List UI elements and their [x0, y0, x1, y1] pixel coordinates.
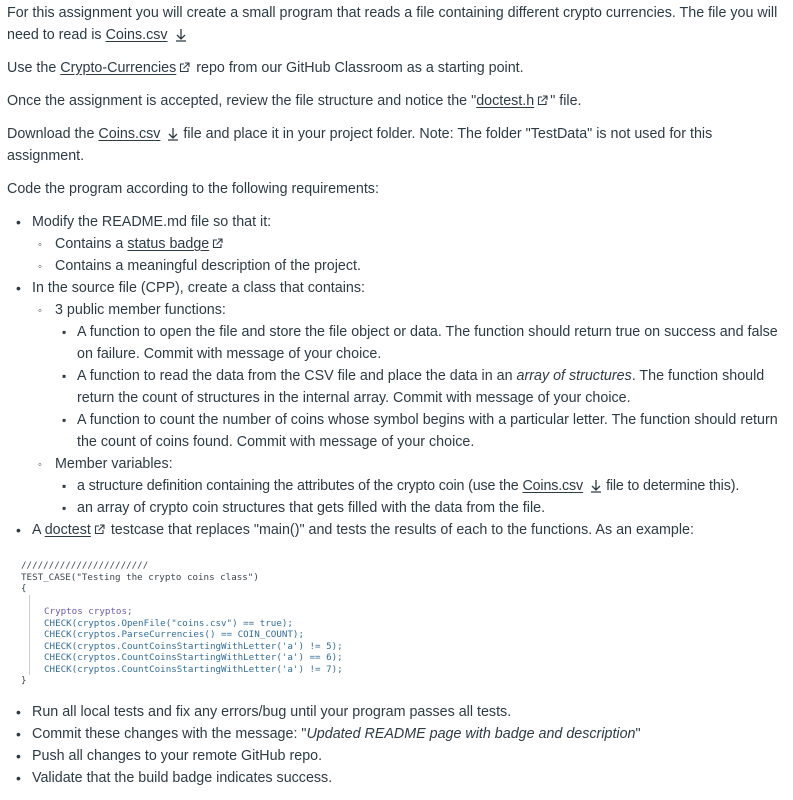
bullet-circle: ◦ [38, 261, 42, 273]
crypto-currencies-link[interactable]: Crypto-Currencies [60, 60, 177, 76]
external-link-icon[interactable] [94, 524, 105, 535]
list-item-validate: • Validate that the build badge indicates success. [7, 767, 785, 789]
intro-paragraph-1: For this assignment you will create a small program that reads a file containing different crypto currencies. The file you will need to read is Coins.csv [7, 5, 778, 43]
code-line: CHECK(cryptos.CountCoinsStartingWithLetter('a') != 5); [44, 640, 343, 652]
bullet-square: ▪ [62, 479, 67, 493]
code-line: CHECK(cryptos.OpenFile("coins.csv") == true); [44, 617, 293, 629]
list-item-description: ◦ Contains a meaningful description of the project. [32, 255, 785, 277]
intro-paragraph-4: Download the Coins.csv file and place it in your project folder. Note: The folder "TestData" is not used for this assignment. [7, 126, 713, 164]
code-line: Cryptos cryptos; [44, 606, 133, 617]
list-item-readme: • Modify the README.md file so that it: ◦ Contains a status badge ◦ Contains a meaningful description of the project. [7, 211, 785, 277]
code-close-brace: } [21, 675, 27, 686]
doctest-link[interactable]: doctest [44, 522, 91, 538]
bullet-disc: • [16, 522, 21, 538]
code-test-case: TEST_CASE("Testing the crypto coins class") [21, 571, 259, 583]
code-line: CHECK(cryptos.ParseCurrencies() == COIN_COUNT); [44, 629, 304, 640]
final-steps-list [7, 701, 785, 789]
download-icon[interactable] [175, 28, 187, 42]
intro-paragraph-3: Once the assignment is accepted, review the file structure and notice the "doctest.h " file. [7, 93, 582, 109]
list-item-members: ◦ Member variables: ▪ a structure definition containing the attributes of the crypto coin (use the Coins.csv file to determine this). ▪ an array of crypto coin structures that gets filled with the data from the file. [32, 453, 785, 519]
bullet-disc: • [16, 747, 21, 764]
bullet-circle: ◦ [38, 459, 42, 471]
bullet-disc: • [16, 725, 21, 742]
code-body [29, 595, 785, 676]
list-item-run-tests: • Run all local tests and fix any errors/bug until your program passes all tests. [7, 701, 785, 723]
bullet-square: ▪ [62, 325, 67, 339]
external-link-icon[interactable] [179, 62, 190, 73]
list-item-function-open: ▪ A function to open the file and store the file object or data. The function should return true on success and false on failure. Commit with message of your choice. [55, 321, 785, 365]
bullet-disc: • [16, 280, 21, 296]
list-item-member-struct: ▪ a structure definition containing the attributes of the crypto coin (use the Coins.csv file to determine this). [55, 475, 785, 497]
download-icon[interactable] [167, 127, 179, 141]
requirements-list [7, 211, 785, 541]
intro-paragraph-5: Code the program according to the following requirements: [7, 181, 379, 197]
bullet-circle: ◦ [38, 239, 42, 251]
code-slashes: /////////////////////// [21, 560, 149, 571]
list-item-commit: • Commit these changes with the message: "Updated README page with badge and description" [7, 723, 785, 745]
code-example [21, 560, 785, 687]
bullet-square: ▪ [62, 501, 67, 515]
list-item-function-count: ▪ A function to count the number of coins whose symbol begins with a particular letter. The function should return the count of coins found. Commit with message of your choice. [55, 409, 785, 453]
list-item-status-badge: ◦ Contains a status badge [32, 233, 785, 255]
coins-csv-link-1[interactable]: Coins.csv [105, 27, 168, 43]
code-line: CHECK(cryptos.CountCoinsStartingWithLetter('a') != 7); [44, 663, 343, 675]
download-icon[interactable] [590, 479, 602, 493]
bullet-circle: ◦ [38, 305, 42, 317]
bullet-square: ▪ [62, 413, 67, 427]
external-link-icon[interactable] [537, 95, 548, 106]
coins-csv-link-3[interactable]: Coins.csv [522, 478, 584, 494]
code-line: CHECK(cryptos.CountCoinsStartingWithLetter('a') == 6); [44, 652, 343, 663]
doctest-h-link[interactable]: doctest.h [476, 93, 535, 109]
intro-paragraph-2: Use the Crypto-Currencies repo from our GitHub Classroom as a starting point. [7, 60, 524, 76]
list-item-function-read: ▪ A function to read the data from the CSV file and place the data in an array of structures. The function should return the count of structures in the internal array. Commit with message of your choice. [55, 365, 785, 409]
list-item-doctest: • A doctest testcase that replaces "main()" and tests the results of each to the functions. As an example: [7, 519, 785, 541]
bullet-disc: • [16, 214, 21, 230]
status-badge-link[interactable]: status badge [127, 236, 210, 252]
list-item-push: • Push all changes to your remote GitHub repo. [7, 745, 785, 767]
list-item-functions: ◦ 3 public member functions: ▪ A function to open the file and store the file object or data. The function should return true on success and false on failure. Commit with message of your choice. ▪ A function to read the data from the CSV file and place the data in an array of structures. The function should return the count of structures in the internal array. Commit with message of your choice. ▪ A function to count the number of coins whose symbol begins with a particular letter. The function should return the count of coins found. Commit with message of your choice. [32, 299, 785, 453]
external-link-icon[interactable] [212, 238, 223, 249]
code-open-brace: { [21, 583, 27, 594]
bullet-disc: • [16, 769, 21, 786]
bullet-square: ▪ [62, 369, 67, 383]
list-item-cpp: • In the source file (CPP), create a class that contains: ◦ 3 public member functions: ▪ A function to open the file and store the file object or data. The function should return true on success and false on failure. Commit with message of your choice. ▪ A function to read the data from the CSV file and place the data in an array of structures. The function should return the count of structures in the internal array. Commit with message of your choice. ▪ A function to count the number of coins whose symbol begins with a particular letter. The function should return the count of coins found. Commit with message of your choice. ◦ Member variables: ▪ a structure definition containing the attributes of the crypto coin (use the Coins.csv file to determine this). ▪ an array of crypto coin structures that gets filled with the data from the file. [7, 277, 785, 519]
coins-csv-link-2[interactable]: Coins.csv [98, 126, 161, 142]
bullet-disc: • [16, 703, 21, 720]
list-item-member-array: ▪ an array of crypto coin structures that gets filled with the data from the file. [55, 497, 785, 519]
